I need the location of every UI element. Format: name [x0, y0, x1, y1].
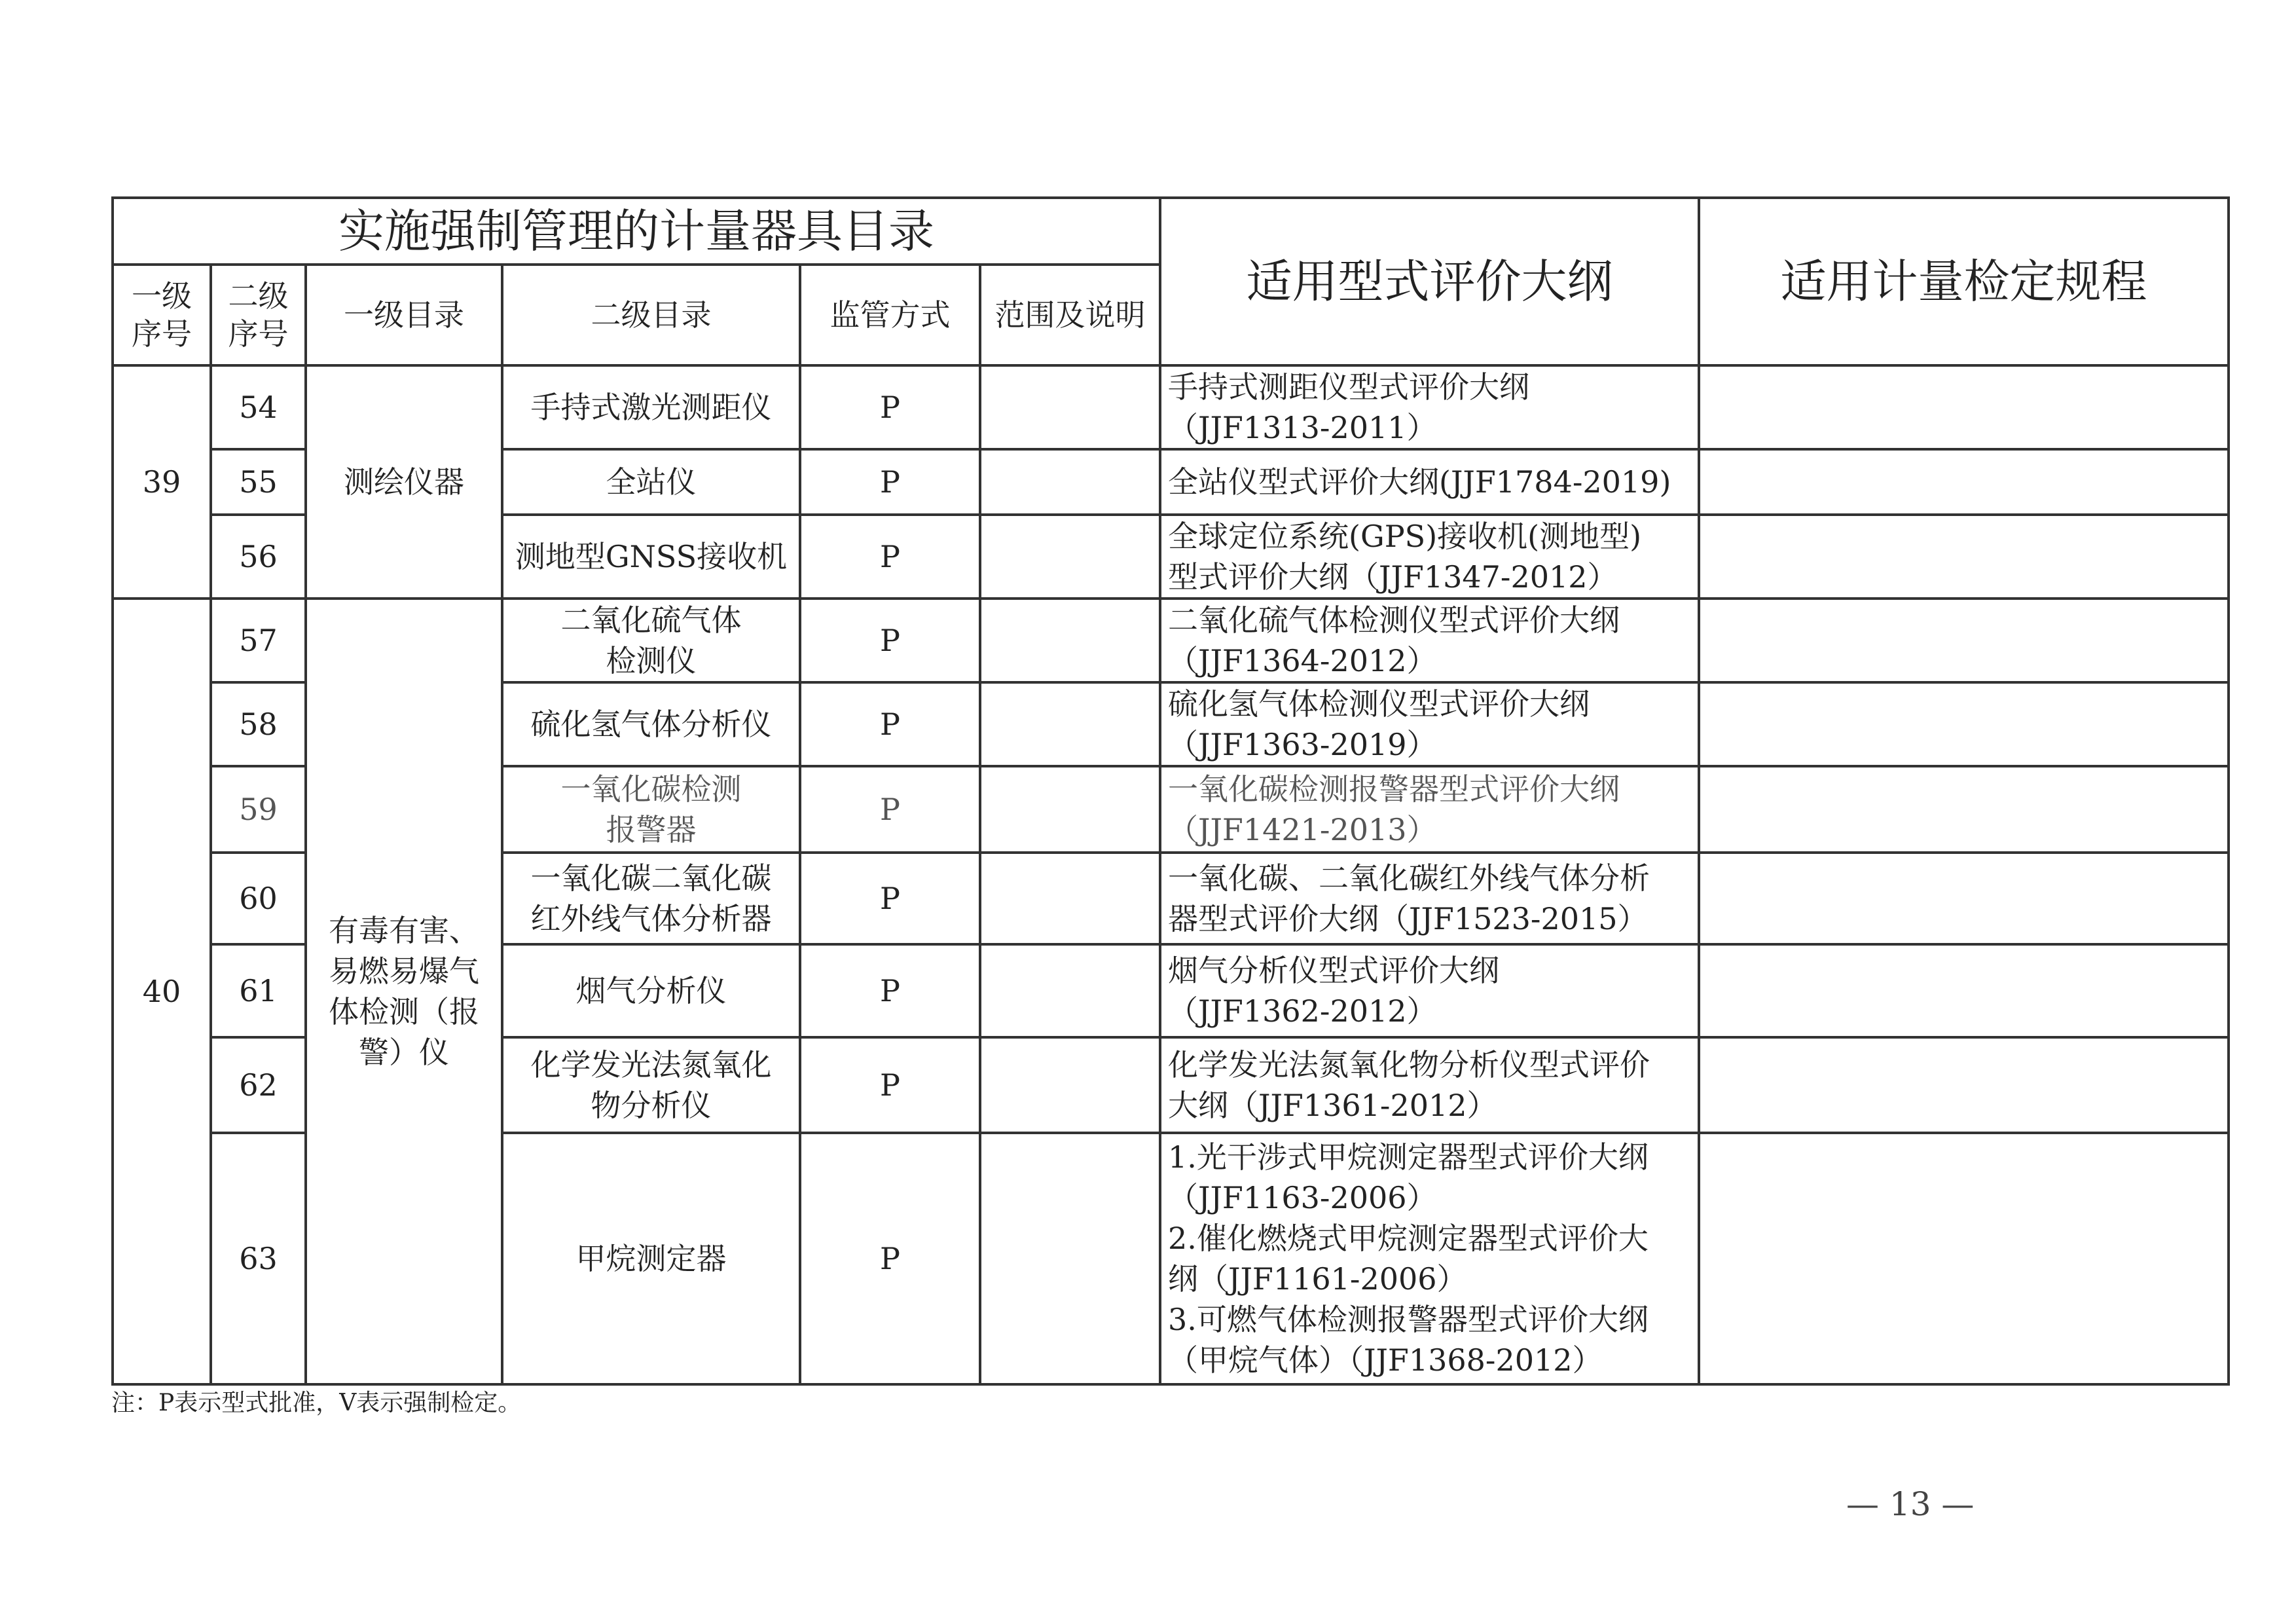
- regulation-cell: [1699, 1133, 2229, 1384]
- regulation-cell: [1699, 1037, 2229, 1133]
- level2-name: 二氧化硫气体 检测仪: [502, 599, 800, 682]
- level2-name: 一氧化碳检测 报警器: [502, 766, 800, 853]
- supervision-mode: P: [800, 1037, 980, 1133]
- scope-cell: [980, 1133, 1160, 1384]
- regulation-cell: [1699, 449, 2229, 515]
- regulation-header: 适用计量检定规程: [1699, 198, 2229, 365]
- table-row: [113, 599, 2229, 682]
- supervision-mode: P: [800, 944, 980, 1037]
- supervision-mode: P: [800, 682, 980, 766]
- supervision-mode: P: [800, 1133, 980, 1384]
- pattern-outline: 化学发光法氮氧化物分析仪型式评价 大纲（JJF1361-2012）: [1160, 1037, 1699, 1133]
- header-level1-no: 一级 序号: [113, 265, 211, 365]
- level2-no: 61: [211, 944, 306, 1037]
- level2-name: 化学发光法氮氧化 物分析仪: [502, 1037, 800, 1133]
- level2-name: 一氧化碳二氧化碳 红外线气体分析器: [502, 853, 800, 944]
- level2-no: 60: [211, 853, 306, 944]
- regulation-cell: [1699, 853, 2229, 944]
- scope-cell: [980, 365, 1160, 449]
- pattern-outline: 烟气分析仪型式评价大纲 （JJF1362-2012）: [1160, 944, 1699, 1037]
- supervision-mode: P: [800, 599, 980, 682]
- header-scope: 范围及说明: [980, 265, 1160, 365]
- supervision-mode: P: [800, 449, 980, 515]
- level1-no: 39: [113, 365, 211, 599]
- regulation-cell: [1699, 365, 2229, 449]
- header-level1-name: 一级目录: [306, 265, 502, 365]
- regulation-cell: [1699, 599, 2229, 682]
- pattern-outline: 一氧化碳检测报警器型式评价大纲 （JJF1421-2013）: [1160, 766, 1699, 853]
- level1-name: 有毒有害、 易燃易爆气 体检测（报 警）仪: [306, 599, 502, 1384]
- supervision-mode: P: [800, 365, 980, 449]
- level2-no: 59: [211, 766, 306, 853]
- level1-name: 测绘仪器: [306, 365, 502, 599]
- footnote: 注：P表示型式批准，V表示强制检定。: [111, 1390, 522, 1416]
- regulation-cell: [1699, 766, 2229, 853]
- page-number: — 13 —: [1846, 1485, 1975, 1523]
- catalog-table: [111, 196, 2230, 1386]
- level2-no: 58: [211, 682, 306, 766]
- level2-no: 63: [211, 1133, 306, 1384]
- table-row: [113, 365, 2229, 449]
- supervision-mode: P: [800, 853, 980, 944]
- pattern-outline: 硫化氢气体检测仪型式评价大纲 （JJF1363-2019）: [1160, 682, 1699, 766]
- scope-cell: [980, 766, 1160, 853]
- pattern-outline: 1.光干涉式甲烷测定器型式评价大纲 （JJF1163-2006） 2.催化燃烧式甲烷测定器型式评价大 纲（JJF1161-2006） 3.可燃气体检测报警器型式评价大纲 （甲烷气体）（JJF1368-2012）: [1160, 1133, 1699, 1384]
- level2-no: 57: [211, 599, 306, 682]
- level2-no: 54: [211, 365, 306, 449]
- pattern-outline: 一氧化碳、二氧化碳红外线气体分析 器型式评价大纲（JJF1523-2015）: [1160, 853, 1699, 944]
- scope-cell: [980, 682, 1160, 766]
- scope-cell: [980, 853, 1160, 944]
- pattern-outline-header: 适用型式评价大纲: [1160, 198, 1699, 365]
- regulation-cell: [1699, 944, 2229, 1037]
- pattern-outline: 全站仪型式评价大纲(JJF1784-2019): [1160, 449, 1699, 515]
- level2-no: 55: [211, 449, 306, 515]
- pattern-outline: 全球定位系统(GPS)接收机(测地型) 型式评价大纲（JJF1347-2012）: [1160, 515, 1699, 599]
- header-level2-name: 二级目录: [502, 265, 800, 365]
- level2-no: 56: [211, 515, 306, 599]
- level2-name: 甲烷测定器: [502, 1133, 800, 1384]
- scope-cell: [980, 944, 1160, 1037]
- pattern-outline: 二氧化硫气体检测仪型式评价大纲 （JJF1364-2012）: [1160, 599, 1699, 682]
- header-supervision-mode: 监管方式: [800, 265, 980, 365]
- level1-no: 40: [113, 599, 211, 1384]
- supervision-mode: P: [800, 766, 980, 853]
- scope-cell: [980, 515, 1160, 599]
- scope-cell: [980, 1037, 1160, 1133]
- regulation-cell: [1699, 515, 2229, 599]
- scope-cell: [980, 449, 1160, 515]
- level2-name: 硫化氢气体分析仪: [502, 682, 800, 766]
- scope-cell: [980, 599, 1160, 682]
- table-title: 实施强制管理的计量器具目录: [113, 198, 1160, 265]
- level2-name: 手持式激光测距仪: [502, 365, 800, 449]
- level2-no: 62: [211, 1037, 306, 1133]
- pattern-outline: 手持式测距仪型式评价大纲 （JJF1313-2011）: [1160, 365, 1699, 449]
- level2-name: 全站仪: [502, 449, 800, 515]
- level2-name: 烟气分析仪: [502, 944, 800, 1037]
- regulation-cell: [1699, 682, 2229, 766]
- supervision-mode: P: [800, 515, 980, 599]
- header-level2-no: 二级 序号: [211, 265, 306, 365]
- level2-name: 测地型GNSS接收机: [502, 515, 800, 599]
